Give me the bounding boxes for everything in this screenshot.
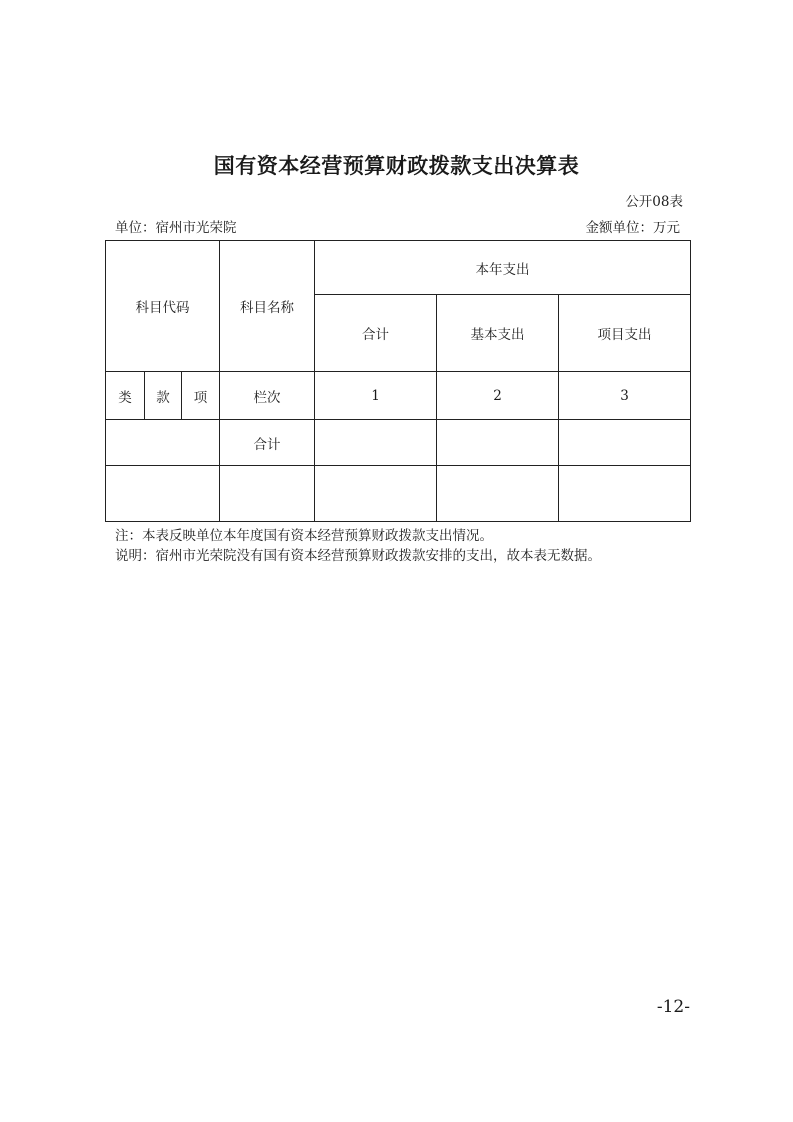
table-row <box>106 466 691 522</box>
empty-cell <box>315 466 437 522</box>
empty-cell <box>106 420 220 466</box>
table-row <box>106 241 691 295</box>
explanation-text: 说明：宿州市光荣院没有国有资本经营预算财政拨款安排的支出，故本表无数据。 <box>115 548 601 564</box>
subject-name-header: 科目名称 <box>220 241 315 372</box>
project-expense-header: 项目支出 <box>559 295 691 372</box>
empty-cell <box>559 466 691 522</box>
amount-unit-label: 金额单位：万元 <box>585 220 680 236</box>
total-row-label: 合计 <box>220 420 315 466</box>
empty-cell <box>106 466 220 522</box>
subject-code-header: 科目代码 <box>106 241 220 372</box>
page-title: 国有资本经营预算财政拨款支出决算表 <box>213 154 580 178</box>
empty-cell <box>437 466 559 522</box>
column-index-2: 2 <box>437 372 559 420</box>
empty-cell <box>220 466 315 522</box>
empty-cell <box>559 420 691 466</box>
basic-expense-header: 基本支出 <box>437 295 559 372</box>
column-index-1: 1 <box>315 372 437 420</box>
form-code: 公开08表 <box>625 194 683 210</box>
page-number: -12- <box>656 997 690 1017</box>
unit-label: 单位：宿州市光荣院 <box>115 220 237 236</box>
empty-cell <box>437 420 559 466</box>
table-row <box>106 372 691 420</box>
category-lei: 类 <box>106 372 145 420</box>
category-xiang: 项 <box>182 372 220 420</box>
category-kuan: 款 <box>145 372 182 420</box>
expense-table <box>105 240 691 522</box>
column-index-3: 3 <box>559 372 691 420</box>
note-text: 注：本表反映单位本年度国有资本经营预算财政拨款支出情况。 <box>115 528 493 544</box>
total-header: 合计 <box>315 295 437 372</box>
empty-cell <box>315 420 437 466</box>
current-year-expense-header: 本年支出 <box>315 241 691 295</box>
table-row <box>106 420 691 466</box>
column-index-label: 栏次 <box>220 372 315 420</box>
